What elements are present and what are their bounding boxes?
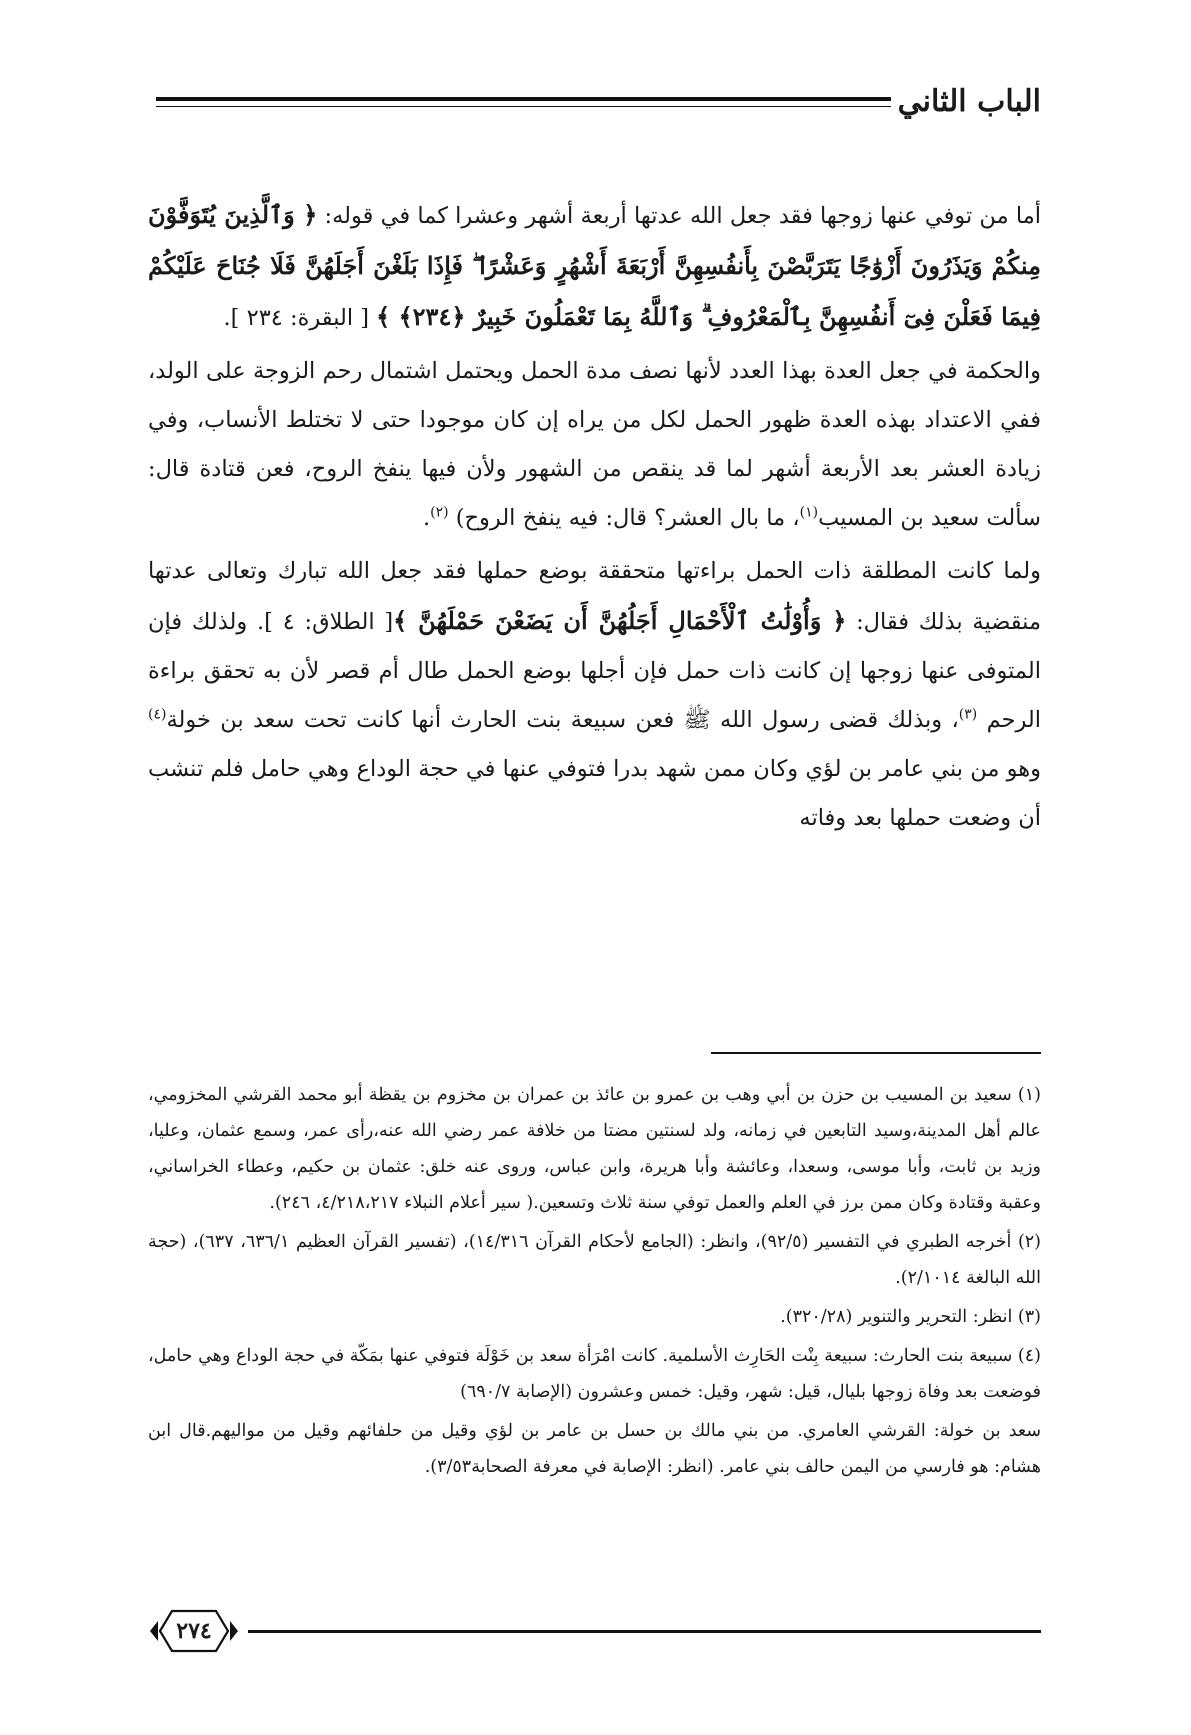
footnote-3: (٣) انظر: التحرير والتنوير (٣٢٠/٢٨). xyxy=(780,1307,1041,1327)
paragraph-2 xyxy=(148,347,1041,543)
text-run: أما من توفي عنها زوجها فقد جعل الله عدتها أربعة أشهر وعشرا كما في قوله: xyxy=(317,203,1042,229)
page-footer xyxy=(148,1607,1041,1657)
page-number: ٢٧٤ xyxy=(176,1618,212,1644)
paragraph-3 xyxy=(148,547,1041,843)
footer-rule xyxy=(248,1630,1041,1633)
text-run: ولما كانت المطلقة ذات الحمل براءتها متحققة بوضع حملها فقد جعل الله تبارك وتعالى عدتها منقضية بذلك فقال: xyxy=(148,558,1042,635)
text-run: ، وبذلك قضى رسول الله ﷺ فعن سبيعة بنت الحارث أنها كانت تحت سعد بن خولة xyxy=(166,707,959,733)
header-rule xyxy=(156,97,891,107)
verse-reference: [ الطلاق: ٤ ]. xyxy=(247,609,394,635)
text-run: والحكمة في جعل العدة بهذا العدد لأنها نصف مدة الحمل ويحتمل اشتمال رحم الزوجة على الولد، ففي الاعتداد بهذه العدة ظهور الحمل لكل من يراه إن كان موجودا حتى لا تختلط الأنساب، وفي زيادة العشر بعد الأربعة أشهر لما قد ينقص من الشهور ولأن فيها ينفخ الروح، فعن قتادة قال: سألت سعيد بن المسيب xyxy=(148,358,1041,531)
text-run: ولذلك فإن المتوفى عنها زوجها إن كانت ذات حمل فإن أجلها بوضع الحمل طال أم قصر لأن به تحقق براءة الرحم xyxy=(148,609,1041,733)
footnote-4: (٤) سبيعة بنت الحارث: سبيعة بِنْت الحَارِث الأسلمية. كانت امْرَأة سعد بن خَوْلَة فتوفي عنها بمَكّة في حجة الوداع وهي حامل، فوضعت بعد وفاة زوجها بليال، قيل: شهر، وقيل: خمس وعشرون (الإصابة ٦٩٠/٧) xyxy=(148,1346,1041,1402)
text-run: . xyxy=(422,505,431,531)
footnote-ref-3[interactable]: (٣) xyxy=(958,706,978,723)
verse-reference: [ البقرة: ٢٣٤ ]. xyxy=(223,305,377,331)
main-text xyxy=(148,190,1041,847)
paragraph-1 xyxy=(148,190,1041,343)
text-run: ، ما بال العشر؟ قال: فيه ينفخ الروح) xyxy=(448,505,800,531)
quran-verse: ﴿ وَٱلَّذِينَ يُتَوَفَّوْنَ مِنكُمْ وَيَذَرُونَ أَزْوَٰجًا يَتَرَبَّصْنَ بِأَنفُسِهِنَّ أَرْبَعَةَ أَشْهُرٍ وَعَشْرًا ۖ فَإِذَا بَلَغْنَ أَجَلَهُنَّ فَلَا جُنَاحَ عَلَيْكُمْ فِيمَا فَعَلْنَ فِىٓ أَنفُسِهِنَّ بِٱلْمَعْرُوفِ ۗ وَٱللَّهُ بِمَا تَعْمَلُونَ خَبِيرٌ ﴿٢٣٤﴾ ﴾ xyxy=(148,200,1042,331)
footnote-1: (١) سعيد بن المسيب بن حزن بن أبي وهب بن عمرو بن عائذ بن عمران بن مخزوم بن يقظة أبو محمد القرشي المخزومي، عالم أهل المدينة،وسيد التابعين في زمانه، ولد لسنتين مضتا من خلافة عمر رضي الله عنه،رأى عمر، وسمع عثمان، وعليا، وزيد بن ثابت، وأبا موسى، وسعدا، وعائشة وأبا هريرة، وابن عباس، وروى عنه خلق: عثمان بن حكيم، وعطاء الخراساني، وعقبة وقتادة وكان ممن برز في العلم والعمل توفي سنة ثلاث وتسعين.( سير أعلام النبلاء ٤/٢١٨،٢١٧، ٢٤٦). xyxy=(148,1085,1041,1213)
footnotes xyxy=(148,1077,1041,1488)
text-run: وهو من بني عامر بن لؤي وكان ممن شهد بدرا فتوفي عنها في حجة الوداع وهي حامل فلم تنشب أن وضعت حملها بعد وفاته xyxy=(148,756,1041,831)
footnote-ref-2[interactable]: (٢) xyxy=(430,504,449,521)
footnote-separator xyxy=(711,1052,1041,1054)
footnote-ref-1[interactable]: (١) xyxy=(799,504,819,521)
footnote-ref-4[interactable]: (٤) xyxy=(148,706,167,723)
footnote-4-continued: سعد بن خولة: القرشي العامري. من بني مالك بن حسل بن عامر بن لؤي وقيل من حلفائهم وقيل من مواليهم.قال ابن هشام: هو فارسي من اليمن حالف بني عامر. (انظر: الإصابة في معرفة الصحابة٣/٥٣). xyxy=(148,1421,1041,1477)
page-header xyxy=(150,82,1041,122)
quran-verse: ﴿ وَأُوْلَٰتُ ٱلْأَحْمَالِ أَجَلُهُنَّ أَن يَضَعْنَ حَمْلَهُنَّ ﴾ xyxy=(393,606,847,635)
footnote-2: (٢) أخرجه الطبري في التفسير (٩٢/٥)، وانظر: (الجامع لأحكام القرآن ١٤/٣١٦)، (تفسير القرآن العظيم ٦٣٦/١، ٦٣٧)، (حجة الله البالغة ٢/١٠١٤). xyxy=(148,1232,1041,1288)
chapter-title: الباب الثاني xyxy=(897,84,1041,119)
